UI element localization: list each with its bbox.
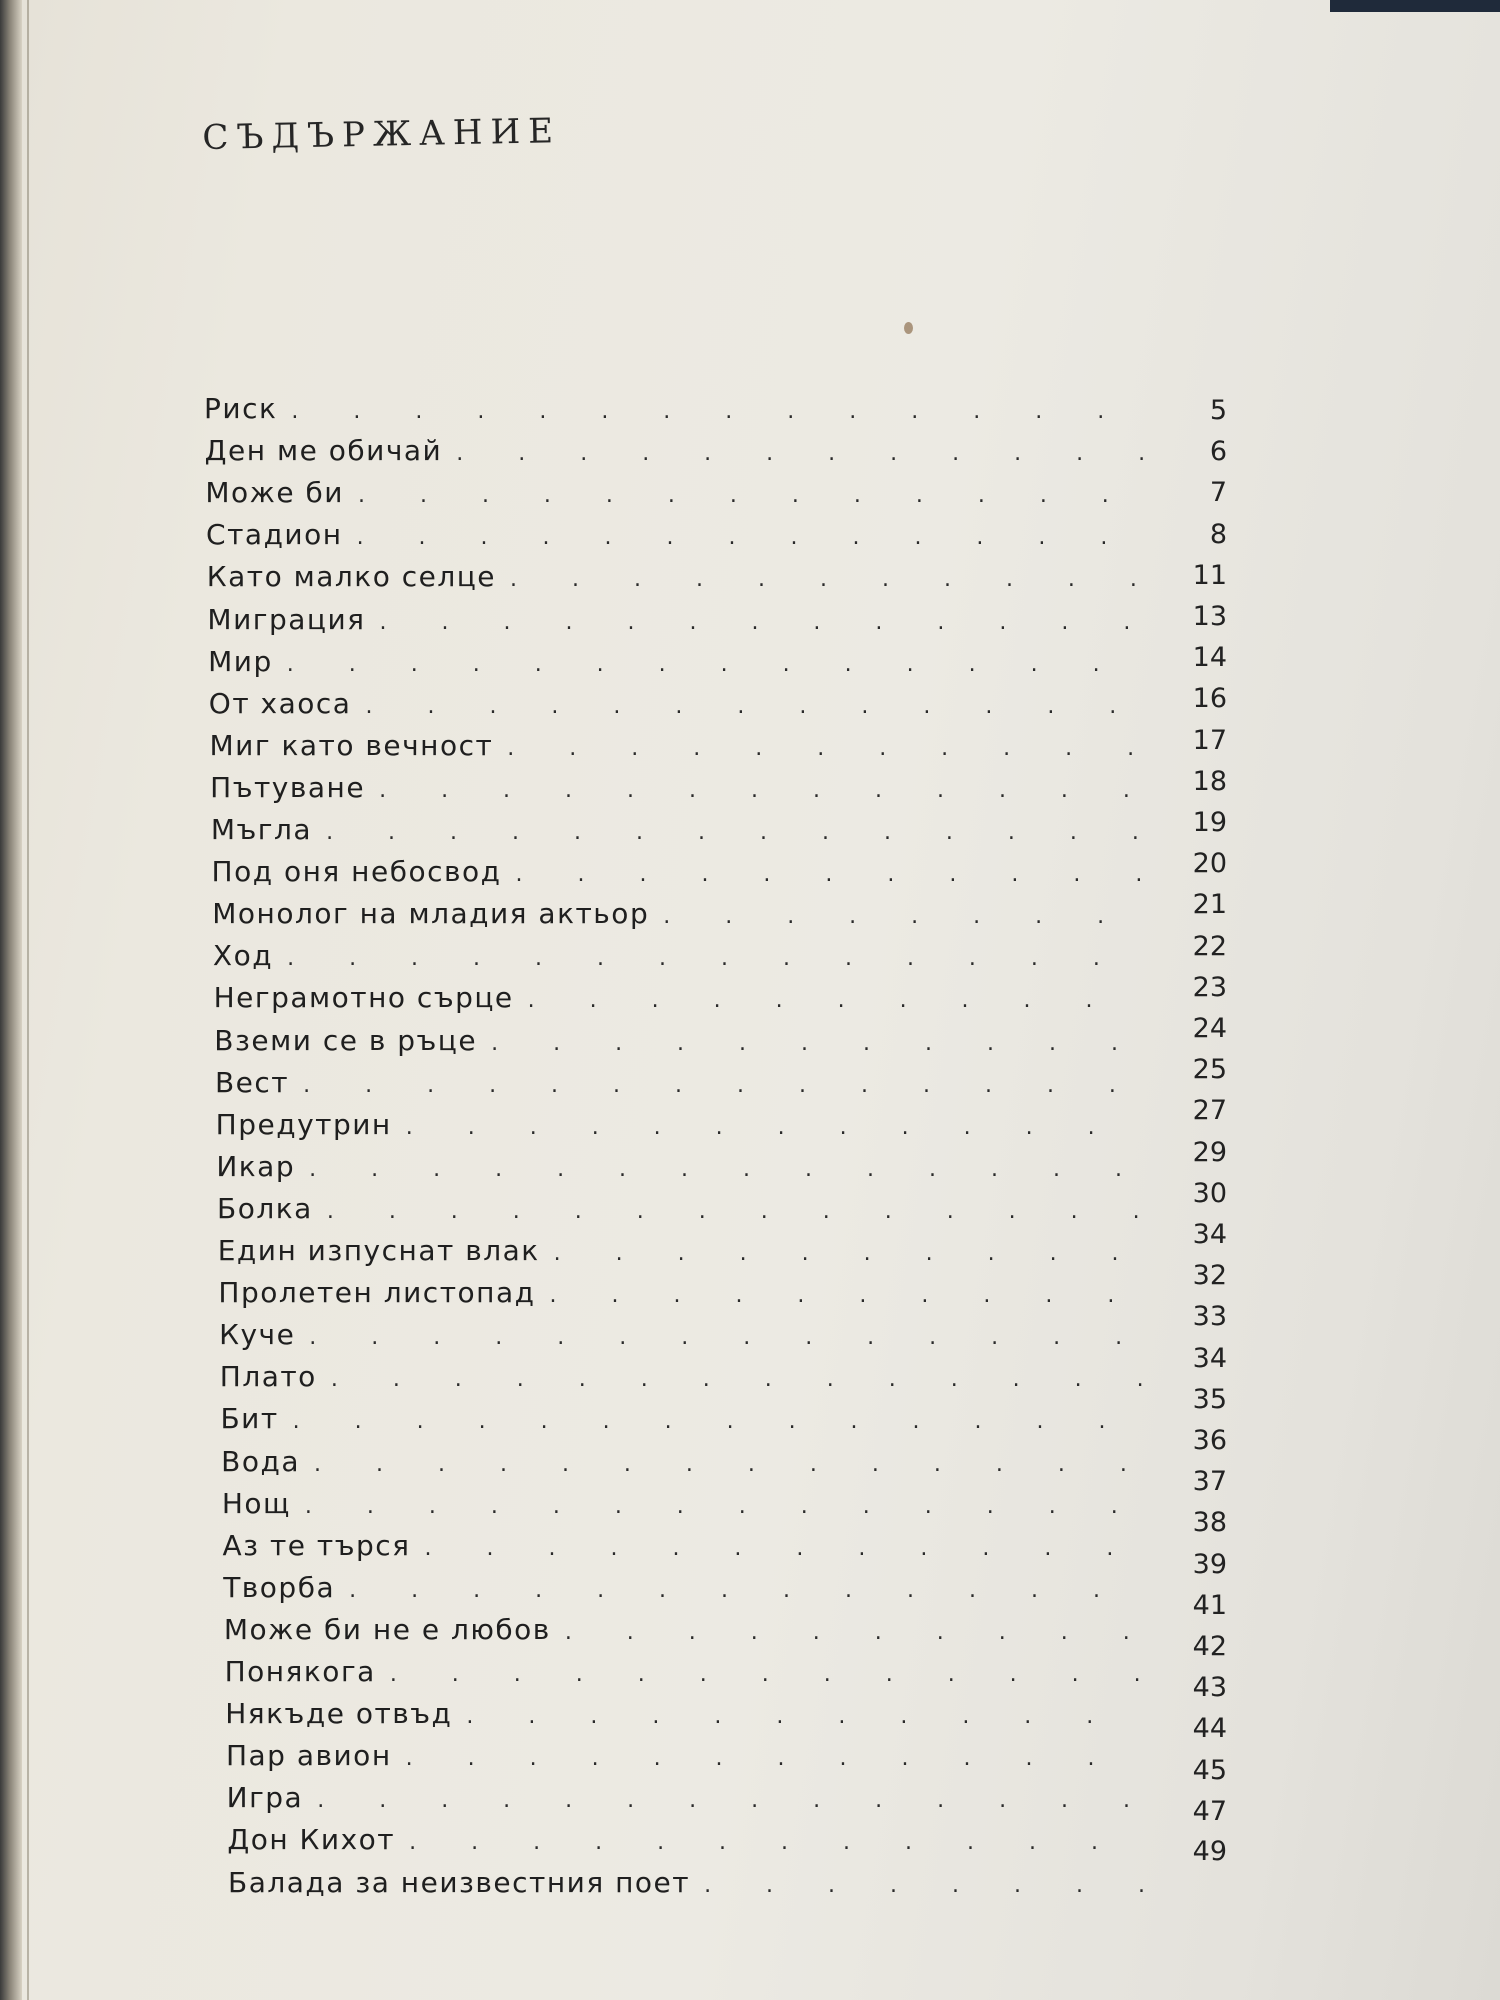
toc-entry-page-number: 8 bbox=[1209, 518, 1227, 550]
toc-dot-leader bbox=[349, 1578, 1147, 1603]
toc-entry bbox=[218, 1276, 1147, 1316]
toc-entry-title: Под оня небосвод bbox=[211, 855, 502, 889]
toc-entry bbox=[214, 1024, 1147, 1064]
toc-entry-title: Монолог на младия актьор bbox=[212, 897, 650, 931]
toc-entry-title: Вест bbox=[214, 1065, 290, 1099]
toc-entry-title: Миг като вечност bbox=[209, 728, 494, 762]
toc-entry-title: Бит bbox=[220, 1402, 279, 1436]
toc-entry bbox=[216, 1150, 1147, 1190]
toc-entry bbox=[209, 687, 1147, 727]
toc-dot-leader bbox=[409, 1830, 1147, 1855]
toc-entry-page-number: 36 bbox=[1192, 1425, 1227, 1456]
toc-dot-leader bbox=[358, 483, 1147, 508]
toc-entry-title: Риск bbox=[204, 392, 278, 425]
toc-entry bbox=[215, 1066, 1147, 1106]
toc-entry bbox=[227, 1823, 1147, 1863]
toc-entry-page-number: 32 bbox=[1192, 1260, 1227, 1292]
toc-dot-leader bbox=[309, 1157, 1147, 1182]
toc-entry bbox=[213, 939, 1147, 979]
toc-entry-title: Мъгла bbox=[210, 813, 313, 846]
toc-entry-title: Куче bbox=[219, 1318, 296, 1352]
toc-dot-leader bbox=[314, 1452, 1147, 1477]
toc-dot-leader bbox=[510, 567, 1147, 592]
toc-entry bbox=[208, 645, 1147, 685]
toc-entry-title: Стадион bbox=[206, 518, 343, 552]
toc-entry-page-number: 34 bbox=[1192, 1219, 1227, 1250]
toc-entry bbox=[210, 771, 1147, 811]
toc-entry bbox=[223, 1529, 1147, 1569]
toc-entry-title: Неграмотно сърце bbox=[213, 981, 514, 1015]
toc-entry bbox=[220, 1402, 1147, 1442]
toc-dot-leader bbox=[365, 694, 1147, 719]
toc-entry-page-number: 37 bbox=[1192, 1466, 1227, 1498]
toc-entry-title: Може би bbox=[205, 476, 344, 510]
toc-dot-leader bbox=[326, 820, 1147, 845]
toc-dot-leader bbox=[507, 736, 1147, 761]
toc-entry-title: Пролетен листопад bbox=[218, 1276, 536, 1310]
toc-entry-title: От хаоса bbox=[208, 686, 352, 720]
toc-entry-title: Ход bbox=[212, 939, 274, 973]
toc-entry-title: Някъде отвъд bbox=[225, 1697, 453, 1731]
toc-entry bbox=[224, 1613, 1147, 1653]
toc-entry-title: Мир bbox=[208, 644, 273, 678]
toc-entry-title: Пътуване bbox=[210, 770, 366, 804]
toc-entry bbox=[209, 729, 1147, 769]
toc-entry bbox=[216, 1108, 1147, 1148]
toc-entry bbox=[218, 1234, 1147, 1274]
toc-entry-page-number: 29 bbox=[1192, 1136, 1227, 1168]
toc-entry bbox=[206, 518, 1147, 558]
book-page bbox=[22, 0, 1500, 2000]
toc-entry-title: Творба bbox=[223, 1570, 336, 1604]
toc-dot-leader bbox=[317, 1788, 1147, 1813]
toc-dot-leader bbox=[549, 1283, 1147, 1308]
toc-entry-title: Пар авион bbox=[225, 1739, 392, 1773]
toc-entry-page-number: 35 bbox=[1192, 1383, 1227, 1415]
toc-dot-leader bbox=[390, 1662, 1147, 1687]
toc-dot-leader bbox=[305, 1494, 1147, 1519]
table-of-contents bbox=[22, 0, 1500, 2000]
toc-entry-title: Един изпуснат влак bbox=[217, 1234, 540, 1267]
toc-entry-page-number: 44 bbox=[1192, 1713, 1227, 1745]
toc-entry-title: Игра bbox=[226, 1781, 304, 1815]
toc-entry bbox=[225, 1697, 1147, 1737]
toc-dot-leader bbox=[327, 1199, 1147, 1224]
toc-dot-leader bbox=[331, 1367, 1147, 1392]
toc-dot-leader bbox=[357, 525, 1147, 550]
toc-dot-leader bbox=[554, 1241, 1147, 1266]
toc-entry-page-number: 16 bbox=[1192, 683, 1227, 715]
toc-entry bbox=[226, 1739, 1147, 1779]
toc-entry bbox=[204, 392, 1147, 432]
page-title: СЪДЪРЖАНИЕ bbox=[202, 111, 562, 158]
toc-dot-leader bbox=[456, 441, 1147, 466]
toc-entry bbox=[212, 897, 1147, 937]
toc-entry-title: Може би не е любов bbox=[223, 1612, 551, 1646]
toc-entry-page-number: 38 bbox=[1192, 1507, 1227, 1539]
toc-entry-page-number: 22 bbox=[1192, 930, 1227, 962]
toc-entry-title: Плато bbox=[219, 1360, 317, 1394]
toc-dot-leader bbox=[406, 1746, 1147, 1771]
toc-entry-page-number: 11 bbox=[1192, 559, 1227, 591]
toc-entry-page-number: 34 bbox=[1192, 1342, 1227, 1374]
toc-dot-leader bbox=[287, 946, 1147, 971]
toc-dot-leader bbox=[515, 862, 1147, 887]
toc-entry bbox=[219, 1318, 1147, 1358]
toc-entry-page-number: 41 bbox=[1192, 1589, 1227, 1621]
toc-dot-leader bbox=[287, 652, 1147, 677]
toc-entry-page-number: 42 bbox=[1192, 1631, 1227, 1662]
toc-entry bbox=[205, 476, 1147, 516]
toc-dot-leader bbox=[303, 1073, 1147, 1098]
toc-entry-title: Балада за неизвестния поет bbox=[228, 1865, 691, 1899]
toc-entry-title: Икар bbox=[216, 1149, 296, 1183]
toc-entry-title: Вода bbox=[221, 1444, 300, 1478]
toc-entry-page-number: 30 bbox=[1192, 1177, 1227, 1209]
book-spine-edge bbox=[0, 0, 22, 2000]
toc-entry-page-number: 14 bbox=[1192, 642, 1227, 674]
toc-entry-page-number: 20 bbox=[1192, 848, 1227, 880]
toc-dot-leader bbox=[663, 904, 1147, 929]
toc-entry-title: Миграция bbox=[207, 602, 366, 636]
toc-entry-title: Като малко селце bbox=[206, 560, 497, 594]
toc-dot-leader bbox=[491, 1031, 1147, 1056]
toc-entry-page-number: 47 bbox=[1192, 1795, 1227, 1827]
toc-entry-page-number: 13 bbox=[1192, 601, 1227, 632]
toc-dot-leader bbox=[380, 610, 1147, 635]
toc-entry bbox=[228, 1866, 1147, 1906]
toc-dot-leader bbox=[425, 1536, 1147, 1561]
toc-entry-title: Ден ме обичай bbox=[204, 434, 443, 468]
toc-entry-title: Аз те търся bbox=[222, 1528, 411, 1562]
toc-entry-title: Вземи се в ръце bbox=[214, 1023, 478, 1057]
toc-entry bbox=[227, 1781, 1147, 1821]
toc-entry bbox=[214, 981, 1147, 1021]
toc-entry bbox=[217, 1192, 1147, 1232]
toc-entry-title: Болка bbox=[217, 1191, 313, 1225]
toc-dot-leader bbox=[379, 778, 1147, 803]
toc-entry-page-number: 19 bbox=[1192, 807, 1227, 838]
toc-entry bbox=[207, 560, 1147, 600]
toc-dot-leader bbox=[291, 399, 1147, 424]
toc-entry bbox=[220, 1360, 1147, 1400]
toc-entry bbox=[225, 1655, 1147, 1695]
toc-entry-page-number: 45 bbox=[1192, 1754, 1227, 1786]
toc-entry-title: Нощ bbox=[221, 1486, 291, 1520]
toc-entry-page-number: 5 bbox=[1209, 395, 1227, 426]
toc-entry bbox=[222, 1487, 1147, 1527]
toc-entry-title: Дон Кихот bbox=[227, 1823, 396, 1857]
toc-entry-page-number: 49 bbox=[1192, 1835, 1227, 1867]
toc-entry bbox=[221, 1445, 1147, 1485]
toc-dot-leader bbox=[528, 988, 1147, 1013]
toc-dot-leader bbox=[406, 1115, 1147, 1140]
toc-entry bbox=[223, 1571, 1147, 1611]
toc-dot-leader bbox=[466, 1704, 1147, 1729]
toc-entry-page-number: 24 bbox=[1192, 1013, 1227, 1044]
toc-entry bbox=[207, 603, 1147, 643]
toc-entry-page-number: 33 bbox=[1192, 1301, 1227, 1333]
toc-entry bbox=[212, 855, 1147, 895]
toc-entry-page-number: 7 bbox=[1209, 477, 1227, 509]
toc-dot-leader bbox=[704, 1873, 1147, 1898]
toc-entry-title: Предутрин bbox=[215, 1107, 392, 1141]
toc-entry-page-number: 23 bbox=[1192, 971, 1227, 1003]
toc-entry-page-number: 21 bbox=[1192, 889, 1227, 921]
toc-entry bbox=[205, 434, 1147, 474]
toc-entry-page-number: 39 bbox=[1192, 1548, 1227, 1580]
toc-entry-page-number: 18 bbox=[1192, 765, 1227, 797]
toc-dot-leader bbox=[293, 1409, 1147, 1434]
toc-entry-title: Понякога bbox=[224, 1655, 376, 1688]
toc-dot-leader bbox=[565, 1620, 1147, 1645]
toc-entry bbox=[211, 813, 1147, 853]
toc-entry-page-number: 25 bbox=[1192, 1054, 1227, 1086]
toc-entry-page-number: 43 bbox=[1192, 1672, 1227, 1704]
toc-entry-page-number: 27 bbox=[1192, 1095, 1227, 1127]
toc-dot-leader bbox=[309, 1325, 1147, 1350]
toc-entry-page-number: 6 bbox=[1209, 436, 1227, 468]
toc-entry-page-number: 17 bbox=[1192, 724, 1227, 756]
